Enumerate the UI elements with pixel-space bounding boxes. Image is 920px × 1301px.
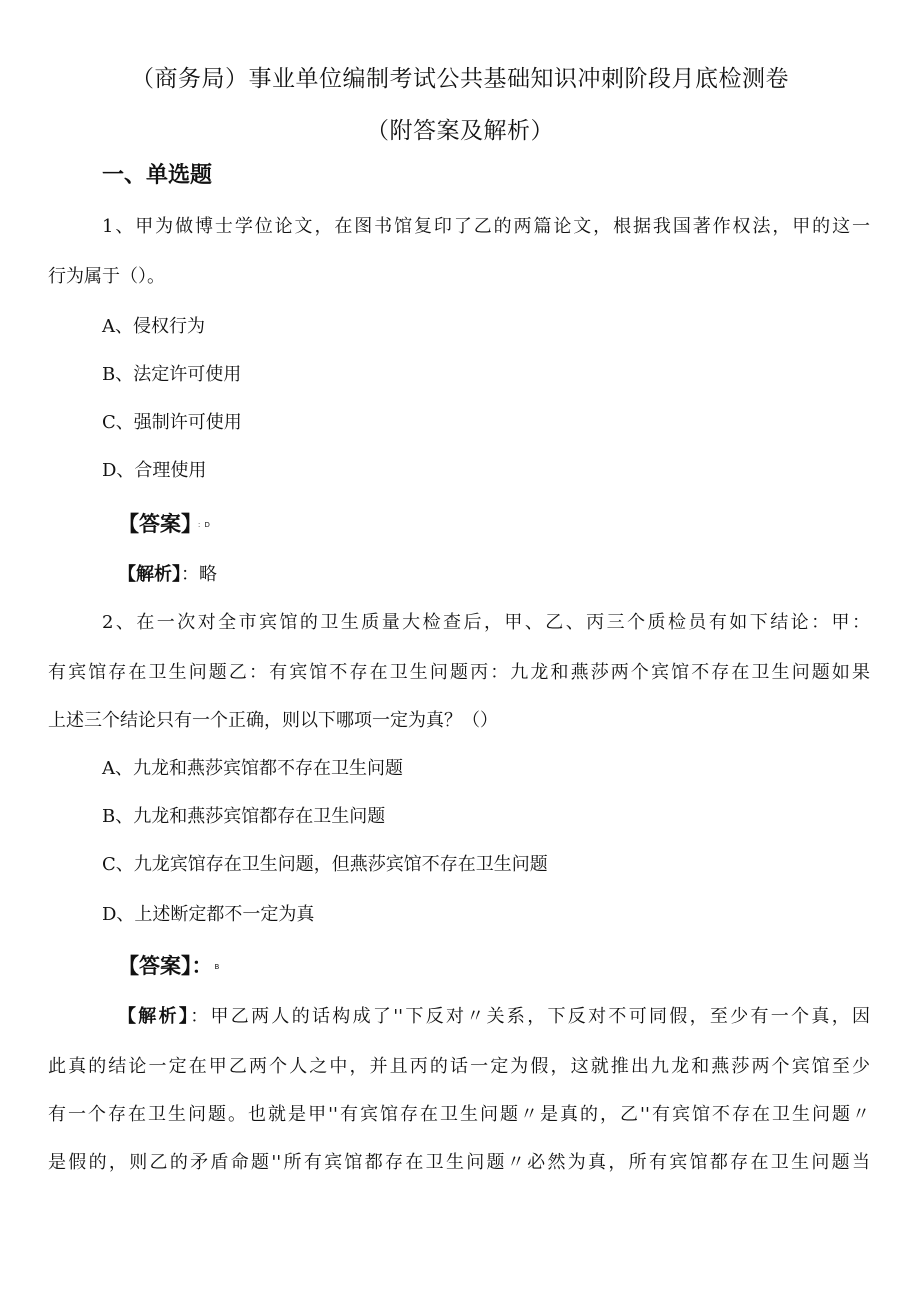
q1-option-a: A、侵权行为 [102,316,205,337]
q1-answer [118,508,210,538]
q2-option-b: B、九龙和燕莎宾馆都存在卫生问题 [102,806,386,827]
q2-answer-label: 【答案】 [118,954,192,978]
q1-option-b: B、法定许可使用 [102,364,242,385]
q2-stem-line-1: 2、在一次对全市宾馆的卫生质量大检查后，甲、乙、丙三个质检员有如下结论：甲： [102,612,870,633]
q1-stem-line-2: 行为属于（）。 [48,266,165,287]
q2-analysis-label: 【解析】 [118,1006,191,1027]
q1-answer-value: ：D [197,521,210,529]
q2-answer [118,950,219,980]
q1-analysis [118,560,217,586]
q2-analysis-line-4: 是假的，则乙的矛盾命题''所有宾馆都存在卫生问题〃必然为真，所有宾馆都存在卫生问题当 [48,1152,870,1173]
q2-answer-value: B [214,963,220,971]
q2-stem-line-3: 上述三个结论只有一个正确，则以下哪项一定为真？（） [48,710,498,731]
q2-answer-colon: ： [191,954,213,978]
q1-analysis-text: ：略 [181,564,217,585]
q2-analysis-text-1: ：甲乙两人的话构成了''下反对〃关系，下反对不可同假，至少有一个真，因 [190,1006,870,1027]
q2-option-d: D、上述断定都不一定为真 [102,904,315,925]
q2-option-c: C、九龙宾馆存在卫生问题，但燕莎宾馆不存在卫生问题 [102,854,548,875]
q1-option-c: C、强制许可使用 [102,412,242,433]
q1-option-d: D、合理使用 [102,460,207,481]
q1-answer-label: 【答案】 [118,512,192,536]
q1-analysis-label: 【解析】 [118,564,181,585]
q2-analysis-line-3: 有一个存在卫生问题。也就是甲''有宾馆存在卫生问题〃是真的，乙''有宾馆不存在卫生问题〃 [48,1104,870,1125]
q2-analysis-line-1 [118,1002,870,1028]
q2-analysis-line-2: 此真的结论一定在甲乙两个人之中，并且丙的话一定为假，这就推出九龙和燕莎两个宾馆至少 [48,1056,870,1077]
q1-stem-line-1: 1、甲为做博士学位论文，在图书馆复印了乙的两篇论文，根据我国著作权法，甲的这一 [102,216,870,237]
q2-option-a: A、九龙和燕莎宾馆都不存在卫生问题 [102,758,403,779]
q2-stem-line-2: 有宾馆存在卫生问题乙：有宾馆不存在卫生问题丙：九龙和燕莎两个宾馆不存在卫生问题如果 [48,662,870,683]
section-heading: 一、单选题 [102,163,213,188]
document-title: （商务局）事业单位编制考试公共基础知识冲刺阶段月底检测卷 [131,66,789,92]
document-subtitle: （附答案及解析） [366,118,554,144]
